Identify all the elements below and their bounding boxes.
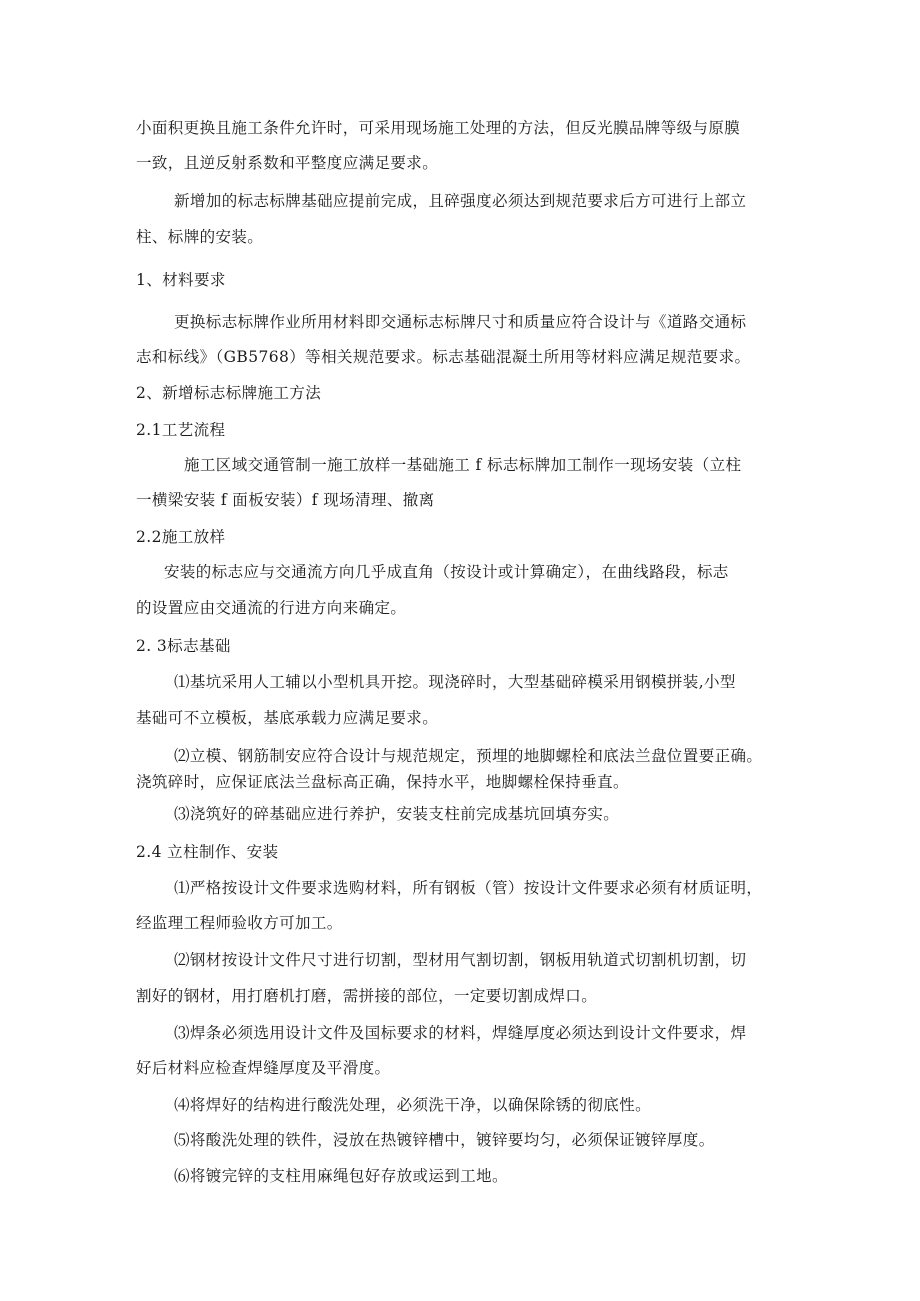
text-line: 割好的钢材，用打磨机打磨，需拼接的部位，一定要切割成焊口。 <box>136 987 598 1005</box>
text-line: ⑴基坑采用人工辅以小型机具开挖。现浇碎时，大型基础碎模采用钢模拼装,小型 <box>174 673 736 691</box>
section-heading: 2、新增标志标牌施工方法 <box>136 384 322 402</box>
text-line: 浇筑碎时，应保证底法兰盘标高正确，保持水平，地脚螺栓保持垂直。 <box>136 773 629 791</box>
text-line: 施工区域交通管制一施工放样一基础施工 f 标志标牌加工制作一现场安装（立柱 <box>184 456 742 474</box>
text-line: ⑷将焊好的结构进行酸洗处理，必须洗干净，以确保除锈的彻底性。 <box>174 1096 652 1114</box>
text-line: 柱、标牌的安装。 <box>136 228 264 246</box>
text-line: 一致，且逆反射系数和平整度应满足要求。 <box>136 154 439 172</box>
text-line: ⑹将镀完锌的支柱用麻绳包好存放或运到工地。 <box>174 1167 508 1185</box>
text-line: 好后材料应检查焊缝厚度及平滑度。 <box>136 1059 391 1077</box>
section-heading: 2.4 立柱制作、安装 <box>136 843 279 861</box>
text-line: 的设置应由交通流的行进方向来确定。 <box>136 599 407 617</box>
section-heading: 2. 3标志基础 <box>136 637 231 655</box>
section-heading: 2.1工艺流程 <box>136 421 226 439</box>
text-line: 更换标志标牌作业所用材料即交通标志标牌尺寸和质量应符合设计与《道路交通标 <box>174 313 747 331</box>
text-line: ⑶浇筑好的碎基础应进行养护，安装支柱前完成基坑回填夯实。 <box>174 805 620 823</box>
text-line: 一横梁安装 f 面板安装）f 现场清理、撤离 <box>136 491 435 509</box>
text-line: 志和标线》（GB5768）等相关规范要求。标志基础混凝土所用等材料应满足规范要求。 <box>136 348 751 366</box>
text-line: 安装的标志应与交通流方向几乎成直角（按设计或计算确定），在曲线路段，标志 <box>164 563 729 581</box>
text-line: 基础可不立模板，基底承载力应满足要求。 <box>136 709 439 727</box>
text-line: 经监理工程师验收方可加工。 <box>136 914 343 932</box>
text-line: ⑵立模、钢筋制安应符合设计与规范规定，预埋的地脚螺栓和底法兰盘位置要正确。 <box>174 747 763 765</box>
text-line: ⑶焊条必须选用设计文件及国标要求的材料，焊缝厚度必须达到设计文件要求，焊 <box>174 1024 747 1042</box>
text-line: ⑸将酸洗处理的铁件，浸放在热镀锌槽中，镀锌要均匀，必须保证镀锌厚度。 <box>174 1131 715 1149</box>
section-heading: 1、材料要求 <box>136 271 226 289</box>
text-line: 小面积更换且施工条件允许时，可采用现场施工处理的方法，但反光膜品牌等级与原膜 <box>136 119 741 137</box>
text-line: ⑵钢材按设计文件尺寸进行切割，型材用气割切割，钢板用轨道式切割机切割，切 <box>174 951 747 969</box>
section-heading: 2.2施工放样 <box>136 528 226 546</box>
text-line: ⑴严格按设计文件要求选购材料，所有钢板（管）按设计文件要求必须有材质证明， <box>174 879 763 897</box>
text-line: 新增加的标志标牌基础应提前完成，且碎强度必须达到规范要求后方可进行上部立 <box>174 192 747 210</box>
